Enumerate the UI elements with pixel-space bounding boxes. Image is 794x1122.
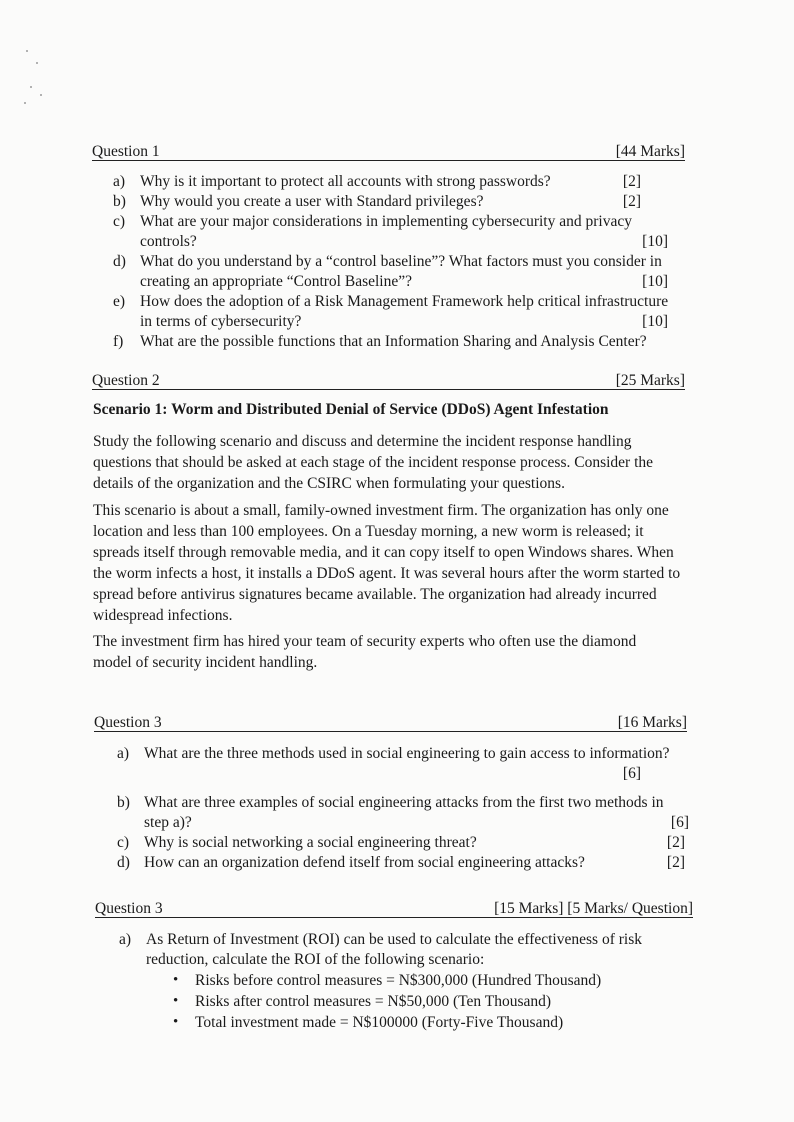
question-2-title: Question 2 [92, 372, 160, 389]
q1-item-d: d) What do you understand by a “control baseline”? What factors must you consider in creating an appropriate “Control Baseline”? [10] [113, 253, 668, 290]
question-3-list [117, 744, 689, 873]
scan-artifact-dots [22, 48, 52, 118]
q4-item-a: a) As Return of Investment (ROI) can be used to calculate the effectiveness of risk reduction, calculate the ROI of the following scenario: • Risks before control measures = N$300,000 (Hundred Thousand) • Risks after control measures = N$50,000 (Ten Thousand) • Total investment made = N$100000 (Forty-Five Thousand) [119, 930, 679, 1033]
question-2-marks: [25 Marks] [615, 372, 685, 389]
scenario-description: This scenario is about a small, family-owned investment firm. The organization has only one location and less than 100 employees. On a Tuesday morning, a new worm is released; it spreads itself through removable media, and it can copy itself to open Windows shares. When the worm infects a host, it installs a DDoS agent. It was several hours after the worm started to spread before antivirus signatures became available. The organization had already incurred widespread infections. [93, 502, 681, 624]
q1-item-f: f) What are the possible functions that an Information Sharing and Analysis Center? [113, 333, 647, 350]
q3-item-c: c) Why is social networking a social engineering threat? [2] [117, 834, 685, 851]
q1-item-e: e) How does the adoption of a Risk Management Framework help critical infrastructure in terms of cybersecurity? [10] [113, 293, 669, 330]
question-1-list [113, 172, 669, 352]
question-4-title: Question 3 [95, 900, 163, 917]
q1-item-b: b) Why would you create a user with Standard privileges? [2] [113, 193, 641, 210]
scenario-team-note: The investment firm has hired your team of security experts who often use the diamond model of security incident handling. [93, 633, 637, 671]
question-4-list [119, 930, 679, 1033]
bullet-risks-before: • Risks before control measures = N$300,000 (Hundred Thousand) [171, 970, 679, 991]
q3-item-d: d) How can an organization defend itself from social engineering attacks? [2] [117, 854, 685, 871]
q3-item-b: b) What are three examples of social engineering attacks from the first two methods in step a)? [6] [117, 794, 689, 831]
scenario-instructions: Study the following scenario and discuss and determine the incident response handling questions that should be asked at each stage of the incident response process. Consider the details of the organization and the CSIRC when formulating your questions. [93, 433, 654, 492]
question-4-header [95, 900, 693, 918]
question-1-marks: [44 Marks] [615, 143, 685, 160]
question-4-marks: [15 Marks] [5 Marks/ Question] [494, 900, 693, 917]
q1-item-c: c) What are your major considerations in implementing cybersecurity and privacy controls? [10] [113, 213, 668, 250]
roi-scenario-bullets [171, 970, 679, 1033]
question-2-header [92, 372, 685, 390]
question-3-marks: [16 Marks] [617, 714, 687, 731]
question-1-header [92, 143, 685, 161]
question-3-header [94, 714, 687, 732]
scenario-heading: Scenario 1: Worm and Distributed Denial of Service (DDoS) Agent Infestation [93, 401, 609, 418]
q3-item-a: a) What are the three methods used in social engineering to gain access to information? [6] [117, 745, 670, 782]
bullet-risks-after: • Risks after control measures = N$50,000 (Ten Thousand) [171, 991, 679, 1012]
question-3-title: Question 3 [94, 714, 162, 731]
question-1-title: Question 1 [92, 143, 160, 160]
q1-item-a: a) Why is it important to protect all accounts with strong passwords? [2] [113, 173, 641, 190]
bullet-total-investment: • Total investment made = N$100000 (Forty-Five Thousand) [171, 1012, 679, 1033]
